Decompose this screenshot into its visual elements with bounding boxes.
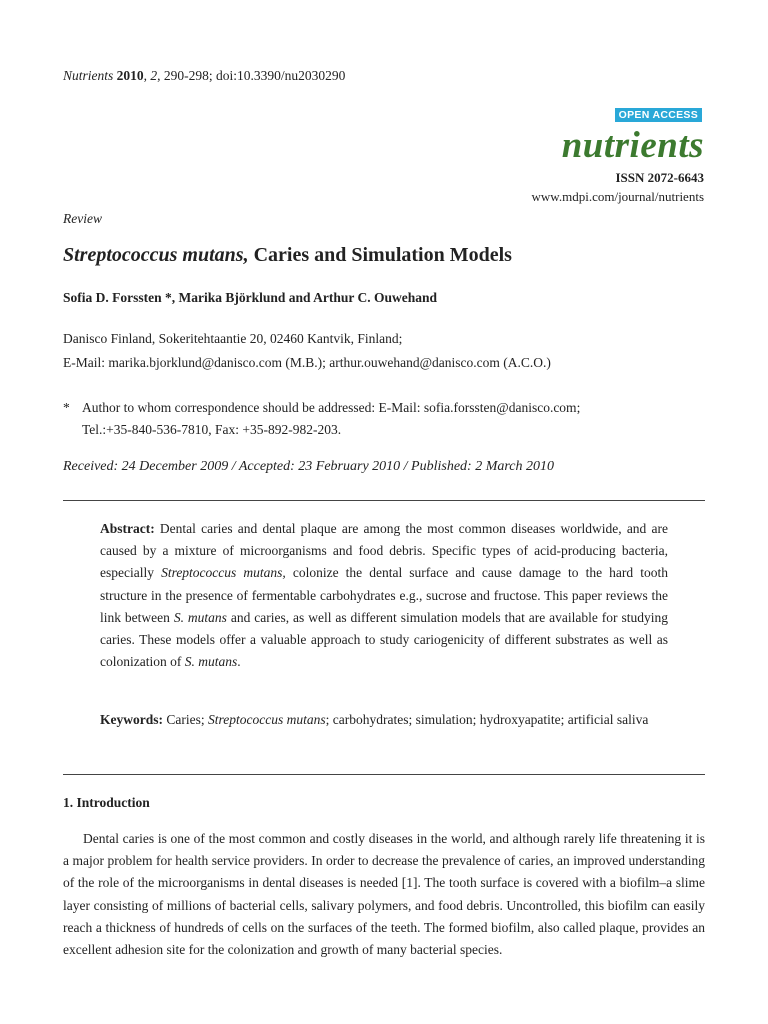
correspondence-line2: Tel.:+35-840-536-7810, Fax: +35-892-982-203. bbox=[82, 422, 342, 437]
affiliation: Danisco Finland, Sokeritehtaantie 20, 02460 Kantvik, Finland; bbox=[63, 331, 403, 346]
keywords-label: Keywords: bbox=[100, 712, 163, 727]
section-heading-introduction: 1. Introduction bbox=[63, 795, 150, 810]
abstract-species-2: S. mutans bbox=[173, 609, 227, 625]
author-emails: E-Mail: marika.bjorklund@danisco.com (M.B.); arthur.ouwehand@danisco.com (A.C.O.) bbox=[63, 355, 551, 370]
journal-url[interactable]: www.mdpi.com/journal/nutrients bbox=[531, 189, 704, 204]
introduction-paragraph: Dental caries is one of the most common and costly diseases in the world, and although rarely life threatening it is a major problem for health service providers. In order to decrease the prevalence of caries, an improved understanding of the role of the microorganisms in dental diseases is needed [1]. The tooth surface is covered with a biofilm–a slime layer consisting of millions of bacterial cells, salivary polymers, and food debris. Uncontrolled, this biofilm can easily reach a thickness of hundreds of cells on the surfaces of the teeth. The formed biofilm, also called plaque, provides an excellent adhesion site for the colonization and growth of many bacterial species. bbox=[63, 831, 705, 958]
abstract-text-3: and caries, as well as different simulation models that are available for studying caries. These models offer a valuable approach to study cariogenicity of different substrates as well as colonization of bbox=[100, 609, 668, 670]
keywords-species: Streptococcus mutans bbox=[208, 712, 326, 727]
correspondence-marker: * bbox=[63, 400, 70, 415]
article-title bbox=[63, 244, 512, 267]
publication-dates: Received: 24 December 2009 / Accepted: 23 February 2010 / Published: 2 March 2010 bbox=[63, 459, 555, 474]
citation-line bbox=[63, 68, 345, 84]
article-type: Review bbox=[63, 211, 102, 226]
title-italic-part: Streptococcus mutans, bbox=[63, 244, 249, 266]
keywords-text-1: Caries; bbox=[163, 712, 208, 727]
abstract-label: Abstract: bbox=[100, 521, 155, 536]
abstract-species-3: S. mutans bbox=[184, 654, 238, 670]
authors: Sofia D. Forssten *, Marika Björklund and Arthur C. Ouwehand bbox=[63, 290, 438, 305]
abstract bbox=[100, 518, 668, 673]
citation-separator: , bbox=[143, 68, 151, 83]
journal-name: Nutrients bbox=[63, 68, 114, 83]
journal-logo: nutrients bbox=[561, 125, 704, 166]
citation-pages-doi: , 290-298; doi:10.3390/nu2030290 bbox=[157, 68, 346, 83]
citation-year: 2010 bbox=[116, 68, 144, 83]
abstract-text-4: . bbox=[237, 654, 241, 670]
keywords bbox=[100, 709, 668, 731]
divider-top bbox=[63, 500, 705, 501]
correspondence-line1: Author to whom correspondence should be addressed: E-Mail: sofia.forssten@danisco.com; bbox=[82, 400, 581, 415]
divider-bottom bbox=[63, 774, 705, 775]
open-access-badge: OPEN ACCESS bbox=[615, 108, 702, 122]
issn: ISSN 2072-6643 bbox=[615, 170, 704, 185]
citation-volume: 2 bbox=[150, 68, 158, 83]
keywords-text-2: ; carbohydrates; simulation; hydroxyapatite; artificial saliva bbox=[325, 712, 649, 727]
title-rest: Caries and Simulation Models bbox=[248, 244, 512, 266]
abstract-text-2: colonize the dental surface and cause damage to the hard tooth structure in the presence of fermentable carbohydrates e.g., sucrose and fructose. This paper reviews the link between bbox=[100, 565, 668, 625]
abstract-text-1: Dental caries and dental plaque are among the most common diseases worldwide, and are caused by a mixture of microorganisms and food debris. Specific types of acid-producing bacteria, especially bbox=[100, 521, 668, 581]
abstract-species-1: Streptococcus mutans, bbox=[161, 565, 286, 581]
